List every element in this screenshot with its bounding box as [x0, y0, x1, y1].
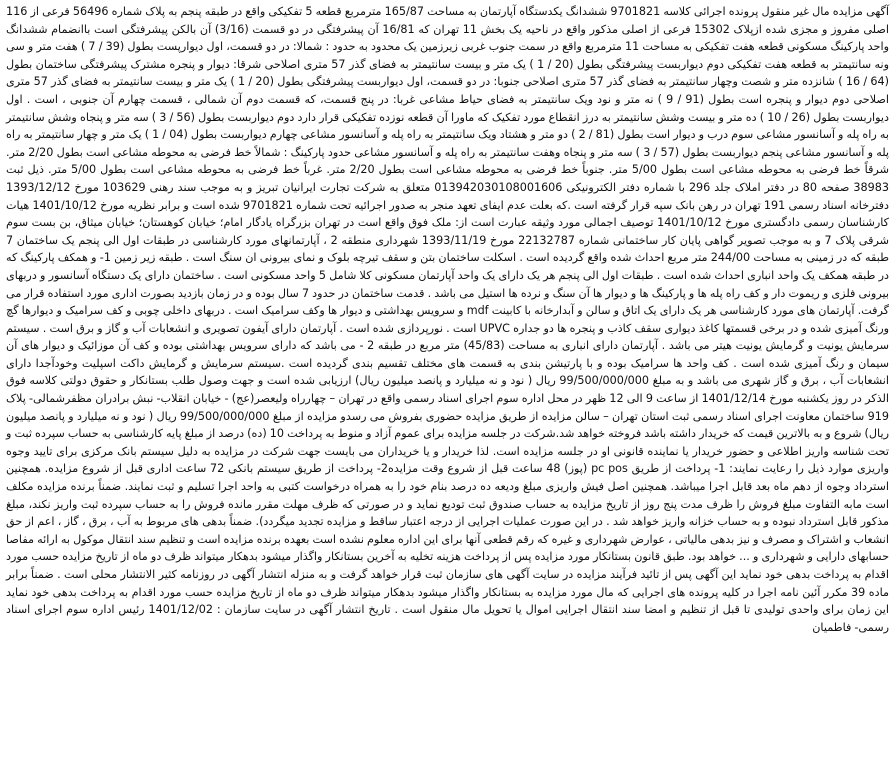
auction-notice-text: آگهی مزایده مال غیر منقول پرونده اجرائی کلاسه 9701821 ششدانگ یکدستگاه آپارتمان به مساحت 165/87 مترمربع قطعه 5 تفکیکی واقع در طبقه پنجم به پلاک شماره 56496 فرعی از 116 اصلی مفروز و مجزی شده ازپلاک 15302 فرعی از اصلی مذکور واقع در ناحیه یک بخش 11 تهران که 16/81 آن پیشرفتگی در دو قسمت (3/16) آن بالکن پیشرفتگی است باانضمام ششدانگ واحد پارکینگ مسکونی قطعه هفت تفکیکی به مساحت 11 مترمربع واقع در سمت جنوب غربی زیرزمین یک محدود به حدود : شمالا: در دو قسمت، اول دیوارپست بطول (39 / 7 ) هفت متر و سی ونه سانتیمتر به قطعه هفت تفکیکی دوم دیواربست پیشرفتگی بطول (20 / 1 ) یک متر و بیست سانتیمتر به فضای گذر 57 متری اصلاحی شرقا: دیوار و پنجره مشترک پیشرفتگی ساختمان بطول (64 / 16 ) شانزده متر و شصت وچهار سانتیمتر به فضای گذر 57 متری اصلاحی جنوبا: در دو قسمت، اول دیواربست پیشرفتگی بطول (20 / 1 ) یک متر و بیست سانتیمتر به فضای گذر 57 متری اصلاحی دوم دیوار و پنجره است بطول (91 / 9 ) نه متر و نود ویک سانتیمتر به فضای حیاط مشاعی غربا: در پنج قسمت، که قسمت دوم آن شمالی ، قسمت چهارم آن جنوبی ، است . اول دیواربست بطول (26 / 10 ) ده متر و بیست وشش سانتیمتر به درز انقطاع مورد تفکیک که ماورا آن قطعه نوزده تفکیکی قرار دارد دوم دیواربست بطول (56 / 3 ) سه متر و پنجاه وشش سانتیمتر به راه پله و آسانسور مشاعی سوم درب و دیوار است بطول (81 / 2 ) دو متر و هشتاد ویک سانتیمتر به راه پله و آسانسور مشاعی چهارم دیواربست بطول (04 / 1 ) یک متر و چهار سانتیمتر به راه پله و آسانسور مشاعی پنجم دیواربست بطول (57 / 3 ) سه متر و پنجاه وهفت سانتیمتر به راه پله و آسانسور مشاعی حدود پارکینگ : شمالاً خط فرضی به محوطه مشاعی است بطول 2/20 متر. شرقاً خط فرضی به محوطه مشاعی است بطول 5/00 متر. جنوباً خط فرضی به محوطه مشاعی است بطول 2/20 متر. غرباً خط فرضی به محوطه مشاعی است بطول 5/00 متر. ذیل ثبت 38983 صفحه 80 در دفتر املاک جلد 296 با شماره دفتر الکترونیکی 013942030108001606 متعلق به شرکت تجارت ایرانیان تبریز و به موجب سند رهنی 103629 مورخ 1393/12/12 دفترخانه اسناد رسمی 191 تهران در رهن بانک سپه قرار گرفته است .که بعلت عدم ایفای تعهد منجر به صدور اجرائیه تحت شماره 9701821 شده است و برابر نظریه مورخ 1401/10/12 هیات کارشناسان رسمی دادگستری مورخ 1401/10/12 توصیف اجمالی مورد وثیقه عبارت است از: ملک فوق واقع است در تهران بزرگراه یادگار امام؛ خیابان کوهستان؛ خیابان میثاق، بن بست سوم شرقی پلاک 7 و به موجب تصویر گواهی پایان کار ساختمانی شماره 22132787 مورخ 1393/11/19 شهرداری منطقه 2 ، آپارتمانهای مورد کارشناسی در طبقات اول الی پنجم یک ساختمان 7 طبقه که در زمینی به مساحت 244/00 متر مربع احداث شده واقع گردیده است . اسکلت ساختمان بتن و سقف تیرچه بلوک و نمای بیرونی ان سنگ است . طبقه زیر زمین 1- و همکف پارکینگ که در طبقه همکف یک واحد انباری احداث شده است . طبقات اول الی پنجم هر یک دارای یک واحد آپارتمان مسکونی کلا شامل 5 واحد مسکونی است . ساختمان دارای یک دستگاه آسانسور و دربهای بیرونی فلزی و ریموت دار و کف راه پله ها و پارکینگ ها و دیوار ها آن سنگ و نرده ها استیل می باشد . قدمت ساختمان در حدود 7 سال بوده و در زمان بازدید بصورت اداری مورد استفاده قرار می گرفت. آپارتمان های مورد کارشناسی هر یک دارای یک اتاق و سالن و آبدارخانه با کابینت mdf و سرویس بهداشتی و دیوار ها وکف سرامیک است . دربهای داخلی چوبی و کف سرامیک و دیوارها گچ ورنگ آمیزی شده و در برخی قسمتها کاغذ دیواری سقف کاذب و پنجره ها دو جداره UPVC است . نورپردازی شده است . آپارتمان دارای آیفون تصویری و انشعابات آب و گاز و برق است . سیستم سرمایش یونیت و گرمایش یونیت هیتر می باشد . آپارتمان دارای انباری به مساحت (45/83) متر مربع در طبقه 2 - می باشد که دارای سرویس بهداشتی بوده و کف آن موزائیک و دیوار های آن سیمان و رنگ آمیزی شده است . کف واحد ها سرامیک بوده و با پارتیشن بندی به قسمت های مختلف تقسیم بندی گردیده است .سیستم سرمایش و گرمایش داکت اسپلیت وخودآجدا دارای انشعابات آب ، برق و گاز شهری می باشد و به مبلغ 99/500/000/000 ریال ( نود و نه میلیارد و پانصد میلیون ریال) ارزیابی شده است و جهت وصول طلب بستانکار و حقوق دولتی کلاسه فوق الذکر در روز یکشنبه مورخ 1401/12/14 از ساعت 9 الی 12 ظهر در محل اداره سوم اجرای اسناد رسمی واقع در تهران – چهارراه ولیعصر(عج) - خیابان انقلاب- نبش برادران مظفرشمالی- پلاک 919 ساختمان معاونت اجرای اسناد رسمی ثبت استان تهران – سالن مزایده از طریق مزایده حضوری بفروش می رسدو مزایده از مبلغ 99/500/000/000 ریال ( نود و نه میلیارد و پانصد میلیون ریال) شروع و به بالاترین قیمت که خریدار داشته باشد فروخته خواهد شد.شرکت در جلسه مزایده برای عموم آزاد و منوط به پرداخت 10 (ده) درصد از مبلغ پایه کارشناسی به حساب سپرده ثبت و تحت شناسه واریز اطلاعی و حضور خریدار یا نماینده قانونی او در جلسه مزایده است. لذا خریدار و یا خریداران می بایست جهت شرکت در مزایده به دلیل سیستم بانک مرکزی برای تایید وجوه واریزی موارد ذیل را رعایت نمایند: 1- پرداخت از طریق pc pos (پوز) 48 ساعت قبل از شروع وقت مزایده2- پرداخت از طریق سیستم بانکی 72 ساعت اداری قبل از شروع مزایده. همچنین استرداد وجوه از دهم ماه بعد قابل اجرا میباشد. همچنین اصل فیش واریزی مبلغ ودیعه ده درصد بنام خود را به همراه درخواست کتبی به واحد اجرا تسلیم و ثبت نمایند. ضمناً برنده مزایده مکلف است مابه التفاوت مبلغ فروش را ظرف مدت پنج روز از تاریخ مزایده به حساب صندوق ثبت تودیع نماید و در صورتی که ظرف مهلت مقرر مانده فروش را به حساب سپرده ثبت واریز نکند، مبلغ مذکور قابل استرداد نبوده و به حساب خزانه واریز خواهد شد . در این صورت عملیات اجرایی از درجه اعتبار ساقط و مزایده تجدید میگردد). ضمناً بدهی های مربوط به آب ، برق ، گاز ، اعم از حق انشعاب و اشتراک و مصرف و نیز بدهی مالیاتی ، عوارض شهرداری و غیره که رقم قطعی آنها برای این اداره معلوم نشده است بعهده برنده مزایده است و تنظیم سند انتقال موکول به ارائه مفاصا حسابهای دارایی و شهرداری و ... خواهد بود. طبق قانون بستانکار مورد مزایده پس از پرداخت هزینه تخلیه به آخرین بستانکار واگذار میشود بدهکار میتواند ظرف دو ماه از تاریخ مزایده حسب مورد اقدام به پرداخت بدهی خود نماید این آگهی پس از تائید فرآیند مزایده در سایت آگهی های سازمان ثبت قرار خواهد گرفت و به منزله انتشار آگهی در روزنامه کثیر الانتشار محلی است . ضمناً برابر ماده 39 مکرر آئین نامه اجرا در کلیه پرونده های اجرایی که مال مورد مزایده به بستانکار واگذار میشود بدهکار میتواند ظرف دو ماه از تاریخ مزایده حسب مورد اقدام به پرداخت بدهی خود نماید این زمان برای واحدی تولیدی تا قبل از تنظیم و امضا سند انتقال اجرایی اموال یا تحویل مال منقول است . تاریخ انتشار آگهی در سایت سازمان : 1401/12/02 رئیس اداره سوم اجرای اسناد رسمی- فاطمیان [6, 5, 890, 634]
